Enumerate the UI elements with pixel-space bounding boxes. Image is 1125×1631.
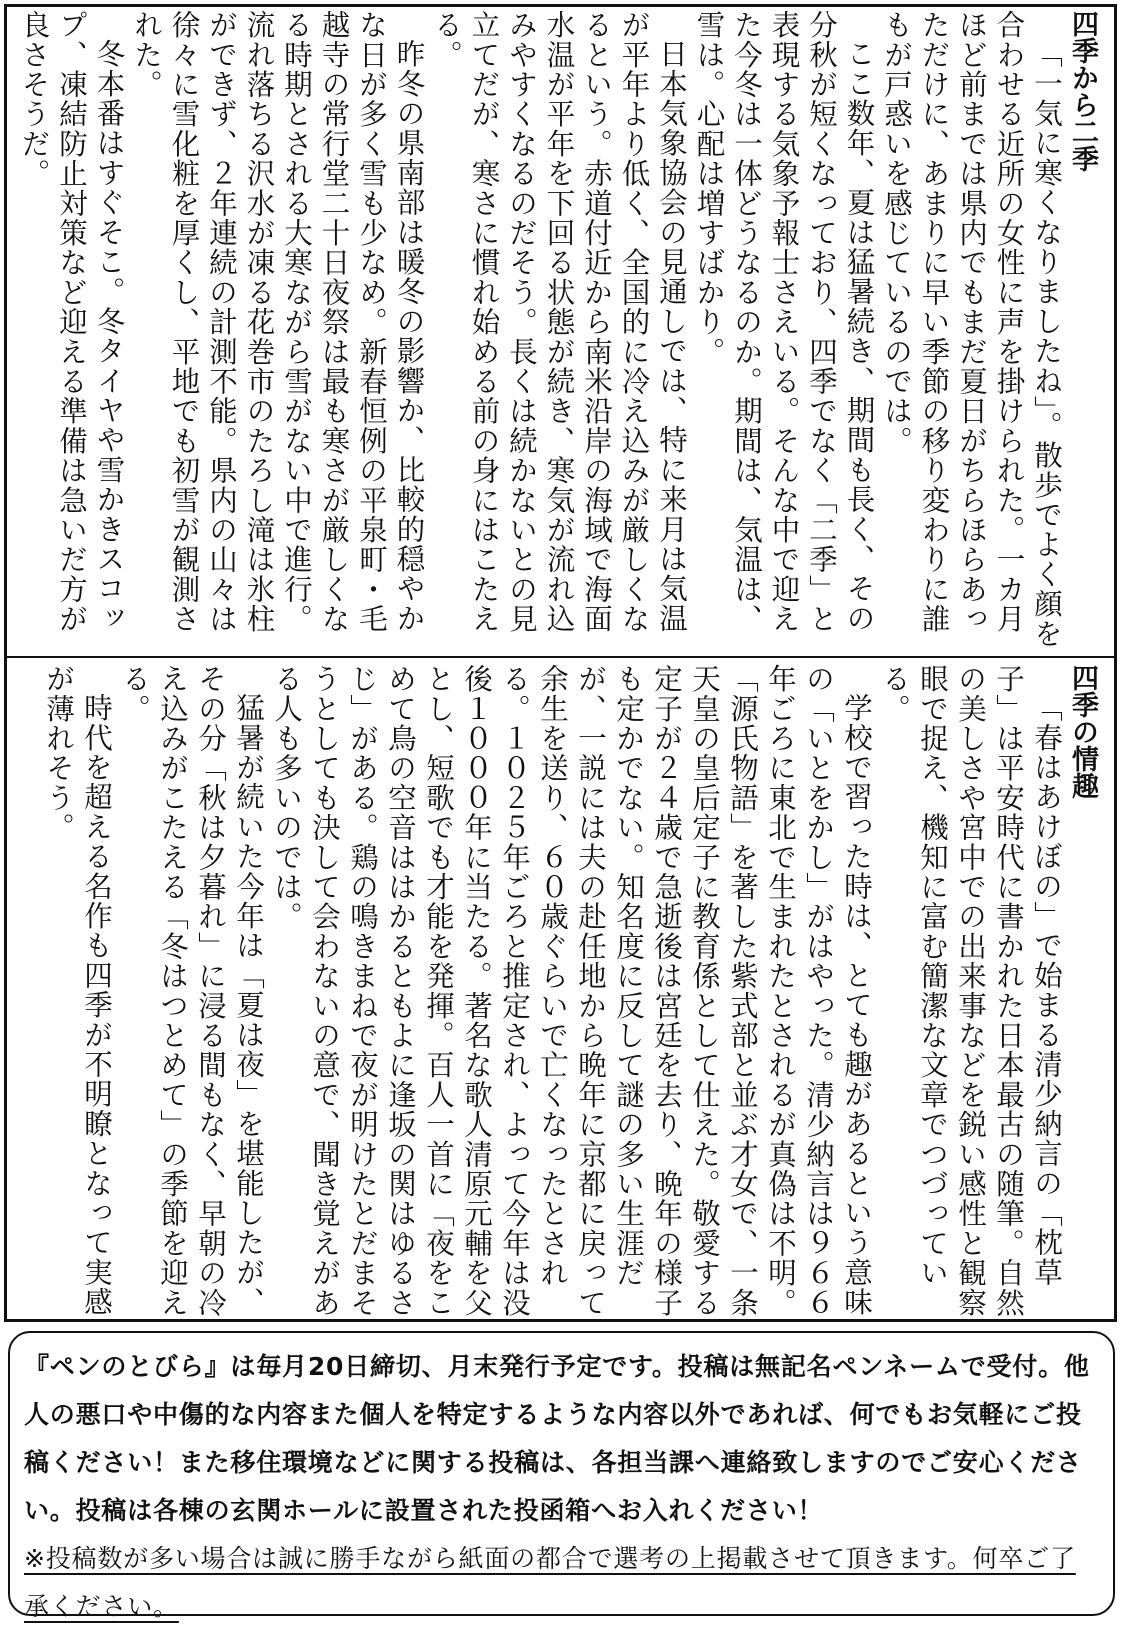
- notice-text-3: 発行予定です。投稿は無記名ペンネームで受付。他人の悪口や中傷的な内容また個人を特定するような内容以外であれば、何でもお気軽にご投稿ください！また移住環境などに関する投稿は、各担当課へ連絡致しますのでご安心ください。投稿は各棟の玄関ホールに設置された投函箱へお入れください！: [24, 1352, 1090, 1525]
- notice-disclaimer: ※投稿数が多い場合は誠に勝手ながら紙面の都合で選考の上掲載させて頂きます。何卒ご了承ください。: [24, 1544, 1076, 1621]
- section-2-paragraph: 「春はあけぼの」で始まる清少納言の「枕草子」は平安時代に書かれた日本最古の随筆。自然の美しさや宮中での出来事などを鋭い感性と観察眼で捉え、機知に富む簡潔な文章でつづっている。: [878, 664, 1063, 1318]
- notice-deadline-day: 20日: [307, 1352, 371, 1381]
- section-2-paragraph: 猛暑が続いた今年は「夏は夜」を堪能したが、その分「秋は夕暮れ」に浸る間もなく、早朝の冷え込みがこたえる「冬はつとめて」の季節を迎える。: [118, 664, 265, 1318]
- section-2-paragraph: 時代を超える名作も四季が不明瞭となって実感が薄れそう。: [42, 664, 113, 1317]
- section-1-paragraph: 「一気に寒くなりましたね」。散歩でよく顔を合わせる近所の女性に声を掛けられた。一カ月ほど前までは県内でもまだ夏日がちらほらあっただけに、あまりに早い季節の移り変わりに誰もが戸惑いを感じているのでは。: [880, 10, 1063, 648]
- publication-name: 『ペンのとびら』: [24, 1352, 231, 1381]
- section-1-paragraph: 冬本番はすぐそこ。冬タイヤや雪かきスコップ、凍結防止対策など迎える準備は急いだ方が良さそうだ。: [17, 10, 126, 634]
- column-section-1: [8, 10, 1100, 652]
- section-1-paragraph: 日本気象協会の見通しでは、特に来月は気温が平年より低く、全国的に冷え込みが厳しくなるという。赤道付近から南米沿岸の海域で海面水温が平年を下回る状態が続き、寒気が流れ込みやすくなるのだそう。長くは続かないとの見立てだが、寒さに慣れ始める前の身にはこたえる。: [430, 10, 688, 634]
- notice-text-1: は: [230, 1352, 257, 1381]
- section-2-paragraph: 学校で習った時は、とても趣があるという意味の「いとをかし」がはやった。清少納言は９６６年ごろに東北で生まれたとされるが真偽は不明。「源氏物語」を著した紫式部と並ぶ才女で、一条天皇の皇后定子に教育係として仕えた。敬愛する定子が２４歳で急逝後は宮廷を去り、晩年の様子も定かでない。知名度に反して謎の多い生涯だが、一説には夫の赴任地から晩年に京都に戻って余生を送り、６０歳ぐらいで亡くなったとされる。１０２５年ごろと推定され、よって今年は没後１０００年に当たる。著名な歌人清原元輔を父とし、短歌でも才能を発揮。百人一首に「夜をこめて鳥の空音ははかるともよに逢坂の関はゆるさじ」がある。鶏の鳴きまねで夜が明けたとだまそうとしても決して会わないの意で、聞き覚えがある人も多いのでは。: [270, 664, 873, 1318]
- section-1-paragraph: ここ数年、夏は猛暑続き、期間も長く、その分秋が短くなっており、四季でなく「二季」と表現する気象予報士さえいる。そんな中で迎えた今冬は一体どうなるのか。期間は、気温は、雪は。心配は増すばかり。: [692, 10, 876, 634]
- submission-notice-box: [8, 1331, 1115, 1621]
- section-2-title: 四季の情趣: [1067, 664, 1098, 799]
- section-1-paragraph: 昨冬の県南部は暖冬の影響か、比較的穏やかな日が多く雪も少なめ。新春恒例の平泉町・毛越寺の常行堂二十日夜祭は最も寒さが厳しくなる時期とされる大寒ながら雪がない中で進行。流れ落ちる沢水が凍る花巻市のたろし滝は氷柱ができず、２年連続の計測不能。県内の山々は徐々に雪化粧を厚くし、平地でも初雪が観測された。: [130, 10, 426, 634]
- notice-text-2: 締切、: [370, 1352, 448, 1381]
- column-section-2: [8, 664, 1100, 1318]
- notice-main-text: [24, 1343, 1099, 1535]
- section-1-title: 四季から二季: [1067, 10, 1098, 172]
- notice-monthly: 毎月: [256, 1352, 308, 1381]
- section-divider: [4, 656, 1117, 658]
- notice-month-end: 月末: [447, 1352, 500, 1381]
